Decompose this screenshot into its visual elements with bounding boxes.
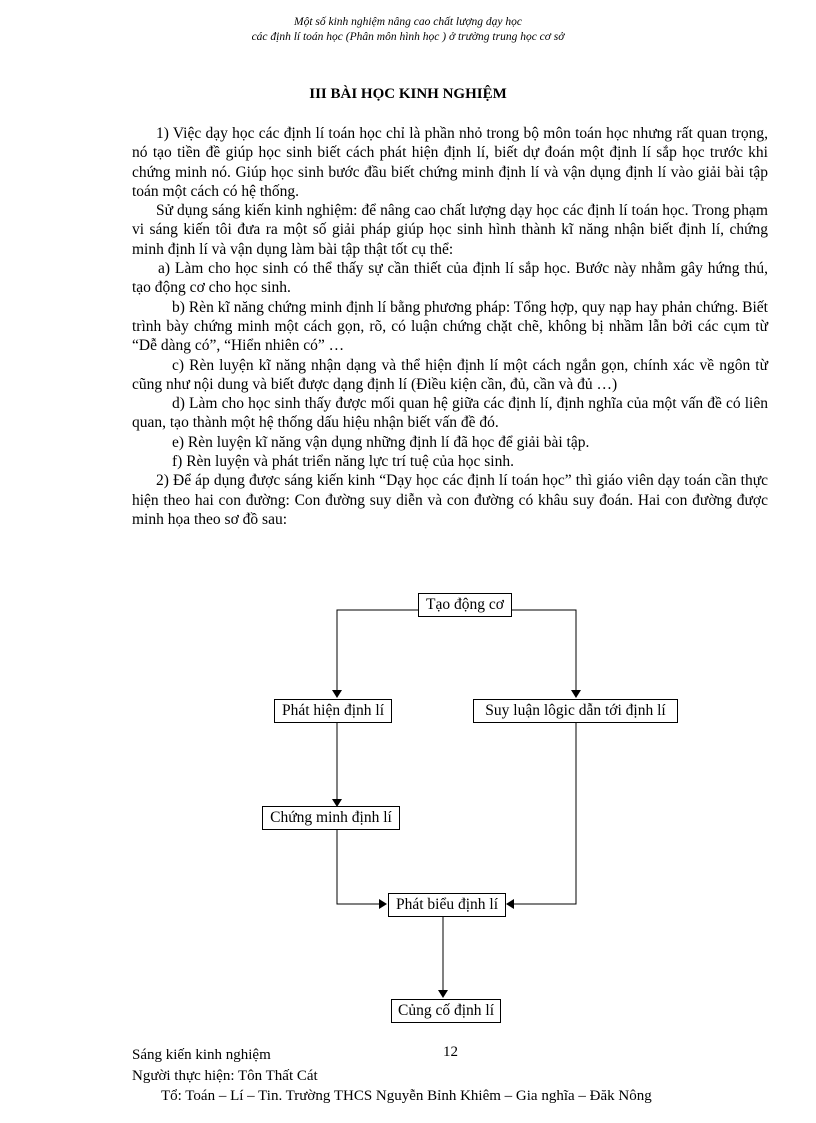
item-f: f) Rèn luyện và phát triển năng lực trí tuệ của học sinh.: [172, 453, 514, 471]
paragraph-3: 2) Để áp dụng được sáng kiến kinh “Dạy học các định lí toán học” thì giáo viên dạy toán cần thực hiện theo hai con đường: Con đường suy diễn và con đường có khâu suy đoán. Hai con đường được minh họa theo sơ đồ sau:: [132, 472, 768, 528]
page-number: 12: [443, 1044, 458, 1060]
box-suy-luan-logic: Suy luận lôgic dẫn tới định lí: [473, 699, 678, 723]
footer-author: Người thực hiện: Tôn Thất Cát: [132, 1068, 318, 1084]
item-e: e) Rèn luyện kĩ năng vận dụng những định lí đã học để giải bài tập.: [172, 433, 590, 451]
item-a: a) Làm cho học sinh có thể thấy sự cần thiết của định lí sắp học. Bước này nhằm gây hứng thú, tạo động cơ cho học sinh.: [132, 260, 768, 297]
box-cung-co-dinh-li: Củng cố định lí: [391, 999, 501, 1023]
paragraph-1: 1) Việc dạy học các định lí toán học chỉ là phần nhỏ trong bộ môn toán học nhưng rất quan trọng, nó tạo tiền đề giúp học sinh biết cách phát hiện định lí, biết dự đoán một định lí sắp học trước khi chứng minh nó. Giúp học sinh bước đầu biết chứng minh định lí và vận dụng định lí vào giải bài tập toán một cách có hệ thống.: [132, 125, 768, 200]
arrow-chung-minh-to-phat-bieu: [337, 829, 386, 904]
item-c: c) Rèn luyện kĩ năng nhận dạng và thể hiện định lí một cách ngắn gọn, chính xác về ngôn từ cũng như nội dung và biết được dạng định lí (Điều kiện cần, đủ, cần và đủ …): [132, 356, 768, 393]
box-chung-minh-dinh-li: Chứng minh định lí: [262, 806, 400, 830]
header-line-1: Một số kinh nghiệm nâng cao chất lượng dạy học: [294, 16, 522, 28]
arrow-suy-luan-to-phat-bieu: [507, 722, 576, 904]
footer-label: Sáng kiến kinh nghiệm: [132, 1047, 271, 1063]
box-phat-bieu-dinh-li: Phát biểu định lí: [388, 893, 506, 917]
section-title: III BÀI HỌC KINH NGHIỆM: [309, 86, 507, 102]
arrow-to-phat-hien: [337, 610, 419, 697]
box-tao-dong-co: Tạo động cơ: [418, 593, 512, 617]
item-b: b) Rèn kĩ năng chứng minh định lí bằng phương pháp: Tổng hợp, quy nạp hay phản chứng. Biết trình bày chứng minh một cách gọn, rõ, có luận chứng chặt chẽ, không bị nhầm lẫn bởi các cụm từ “Dễ dàng có”, “Hiển nhiên có” …: [132, 298, 768, 355]
header-line-2: các định lí toán học (Phân môn hình học ) ở trường trung học cơ sở: [251, 31, 565, 43]
box-phat-hien-dinh-li: Phát hiện định lí: [274, 699, 392, 723]
footer-school: Tổ: Toán – Lí – Tin. Trường THCS Nguyễn Bỉnh Khiêm – Gia nghĩa – Đăk Nông: [161, 1088, 652, 1104]
paragraph-2: Sử dụng sáng kiến kinh nghiệm: để nâng cao chất lượng dạy học các định lí toán học. Trong phạm vi sáng kiến tôi đưa ra một số giải pháp giúp học sinh hình thành kĩ năng nhận biết định lí, chứng minh định lí và vận dụng làm bài tập thật tốt cụ thể:: [132, 202, 768, 258]
item-d: d) Làm cho học sinh thấy được mối quan hệ giữa các định lí, định nghĩa của một vấn đề có liên quan, tạo thành một hệ thống dấu hiệu nhận biết vấn đề đó.: [132, 395, 768, 432]
arrow-to-suy-luan: [509, 610, 576, 697]
